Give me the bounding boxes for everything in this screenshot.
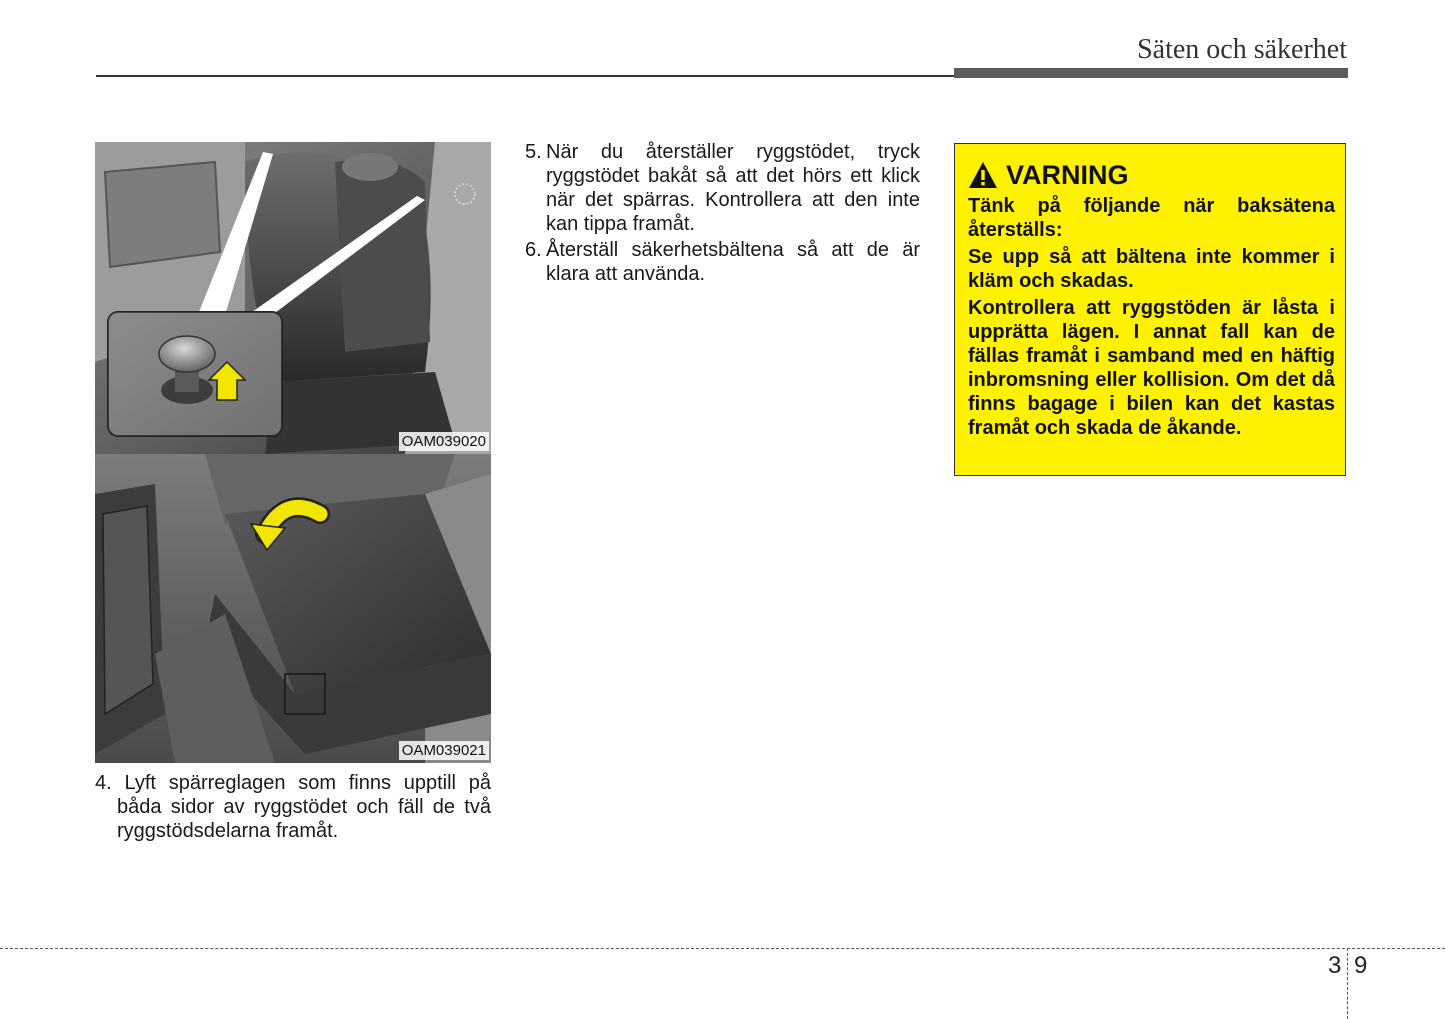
- warning-body: [968, 194, 1335, 443]
- warning-paragraph: Tänk på följande när baksätena återställs:: [968, 195, 1335, 241]
- instruction-step-6: [525, 238, 920, 286]
- warning-title: VARNING: [1006, 159, 1129, 190]
- step-text: Lyft spärreglagen som finns upptill på båda sidor av ryggstödet och fäll de två ryggstödsdelarna framåt.: [117, 772, 491, 842]
- instruction-step-5: [525, 140, 920, 236]
- warning-triangle-icon: [968, 161, 998, 189]
- footer-vertical-divider: [1347, 948, 1348, 1019]
- warning-box: [954, 143, 1346, 476]
- instruction-step-4: [95, 771, 491, 843]
- figure-code: OAM039020: [399, 432, 489, 451]
- warning-paragraph: Se upp så att bältena inte kommer i kläm och skadas.: [968, 246, 1335, 292]
- page-header-title: Säten och säkerhet: [1137, 34, 1347, 65]
- step-text: När du återställer ryggstödet, tryck ryggstödet bakåt så att det hörs ett klick när det spärras. Kontrollera att den inte kan tippa framåt.: [546, 141, 920, 235]
- step-number: 5.: [525, 141, 542, 163]
- step-text: Återställ säkerhetsbältena så att de är klara att använda.: [546, 239, 920, 285]
- step-number: 4.: [95, 772, 112, 794]
- figure-code: OAM039021: [399, 741, 489, 760]
- step-number: 6.: [525, 239, 542, 261]
- header-rule-thick: [954, 68, 1348, 78]
- figure-folded-seatback: [95, 454, 491, 763]
- footer-page-number: 9: [1354, 952, 1368, 979]
- warning-paragraph: Kontrollera att ryggstöden är låsta i upprätta lägen. I annat fall kan de fällas framåt i samband med en häftig inbromsning eller kollision. Om det då finns bagage i bilen kan det kastas framåt och skada de åkande.: [968, 297, 1335, 439]
- footer-dashed-rule: [0, 948, 1445, 949]
- footer-chapter-number: 3: [1328, 952, 1342, 979]
- header-rule-thin: [96, 75, 954, 77]
- warning-header: [968, 160, 1129, 190]
- figure-seat-release-knob: [95, 142, 491, 454]
